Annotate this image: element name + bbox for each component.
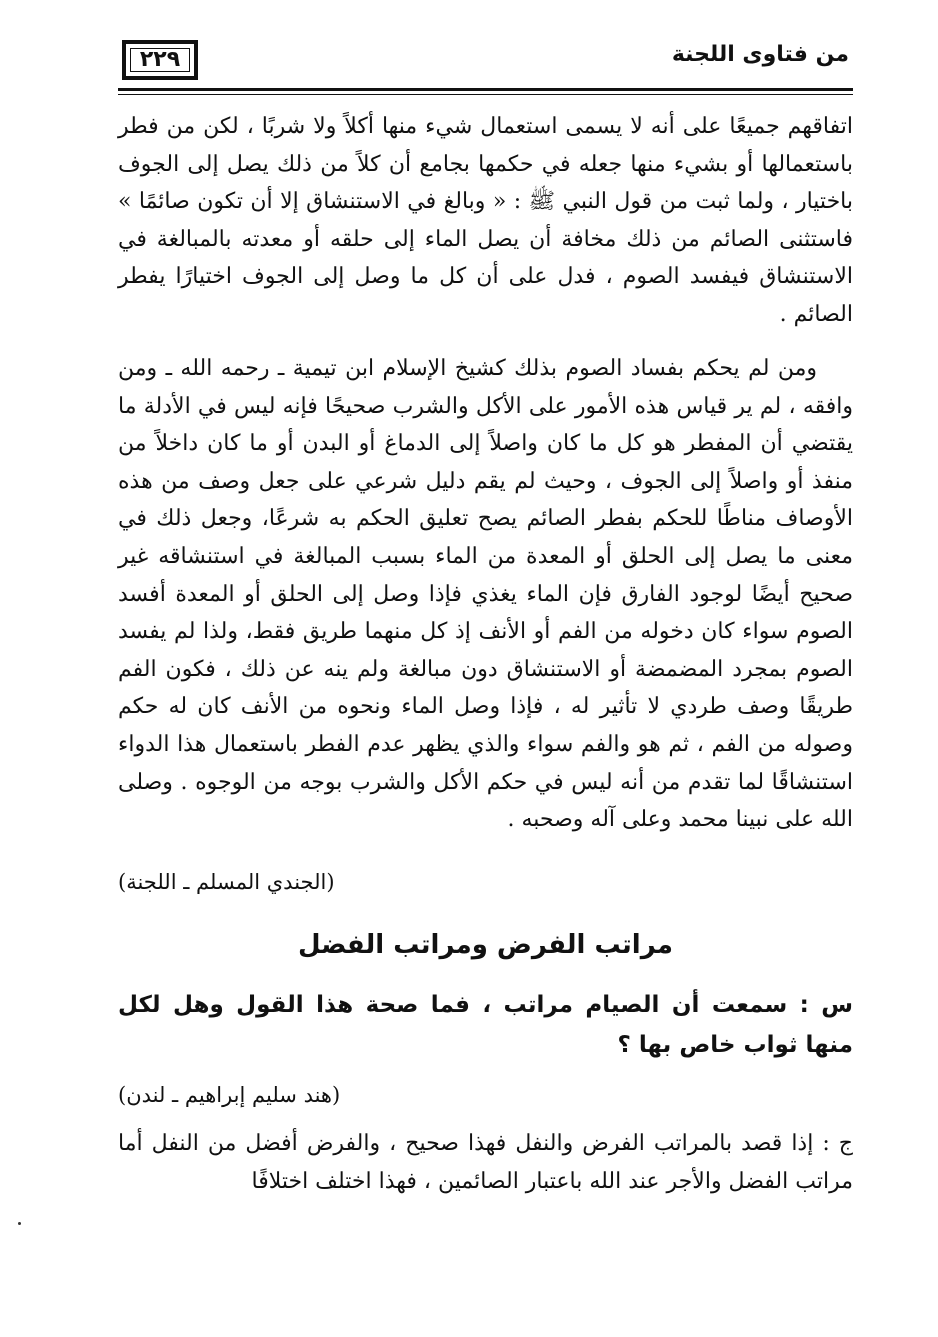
question-text: س : سمعت أن الصيام مراتب ، فما صحة هذا القول وهل لكل منها ثواب خاص بها ؟ (118, 992, 853, 1058)
paragraph-2: ومن لم يحكم بفساد الصوم بذلك كشيخ الإسلام ابن تيمية ـ رحمه الله ـ ومن وافقه ، لم ير قياس هذه الأمور على الأكل والشرب صحيحًا فإنه ليس في الأدلة ما يقتضي أن المفطر هو كل ما كان واصلاً إلى الدماغ أو البدن أو ما كان داخلاً من منفذ أو واصلاً إلى الجوف ، وحيث لم يقم دليل شرعي على جعل وصف من هذه الأوصاف مناطًا للحكم بفطر الصائم يصح تعليق الحكم به شرعًا، وجعل ذلك في معنى ما يصل إلى الحلق أو المعدة من الماء بسبب المبالغة في استنشاقه غير صحيح أيضًا لوجود الفارق فإن الماء يغذي فإذا وصل إلى الحلق أو المعدة أفسد الصوم سواء كان دخوله من الفم أو الأنف إذ كل منهما طريق فقط، ولذا لم يفسد الصوم بمجرد المضمضة أو الاستنشاق دون مبالغة ولم ينه عن ذلك ، فكون الفم طريقًا وصف طردي لا تأثير له ، فإذا وصل الماء ونحوه من الأنف كان له حكم وصوله من الفم ، ثم هو والفم سواء والذي يظهر عدم الفطر باستعمال هذا الدواء استنشاقًا لما تقدم من أنه ليس في حكم الأكل والشرب بوجه من الوجوه . وصلى الله على نبينا محمد وعلى آله وصحبه . (118, 356, 854, 833)
section-heading: مراتب الفرض ومراتب الفضل (297, 930, 673, 960)
answer-text: ج : إذا قصد بالمراتب الفرض والنفل فهذا صحيح ، والفرض أفضل من النفل أما مراتب الفضل والأجر عند الله باعتبار الصائمين ، فهذا اختلف اختلافًا (118, 1131, 853, 1194)
header-rule (118, 88, 853, 91)
page-number-inner-frame (130, 48, 190, 72)
page-number-box (122, 40, 198, 80)
scan-speck (18, 1222, 21, 1225)
header-rule-thin (118, 94, 853, 95)
running-title: من فتاوى اللجنة (671, 42, 849, 67)
paragraph-1: اتفاقهم جميعًا على أنه لا يسمى استعمال شيء منها أكلاً ولا شربًا ، لكن من فطر باستعمالها أو بشيء منها جعله في حكمها بجامع أن كلاً من ذلك يصل إلى الجوف باختيار ، ولما ثبت من قول النبي ﷺ : « وبالغ في الاستنشاق إلا أن تكون صائمًا » فاستثنى الصائم من ذلك مخافة أن يصل الماء إلى حلقه أو معدته بالمبالغة في الاستنشاق فيفسد الصوم ، فدل على أن كل ما وصل إلى الجوف اختيارًا يفطر الصائم . (118, 114, 853, 327)
page-header (118, 30, 853, 92)
asker-attribution: (هند سليم إبراهيم ـ لندن) (118, 1083, 341, 1107)
page-number: ٢٢٩ (139, 47, 181, 72)
fatwa-signature: (الجندي المسلم ـ اللجنة) (118, 870, 335, 894)
